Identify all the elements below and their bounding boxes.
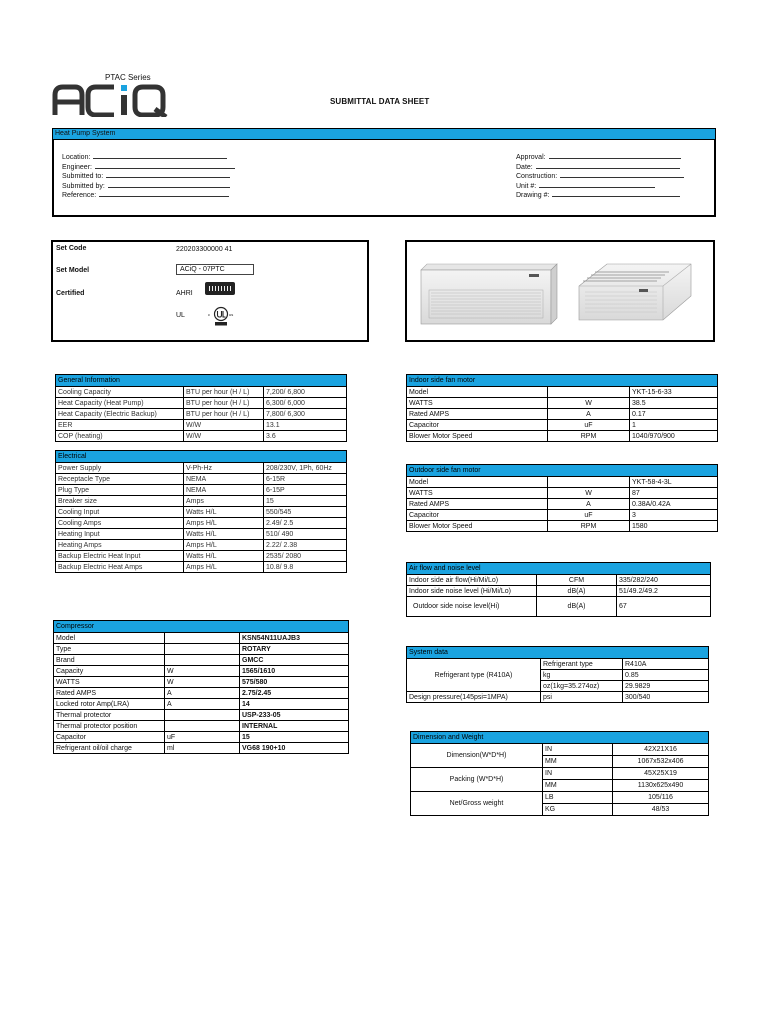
table-row: Dimension(W*D*H) IN 42X21X16 — [411, 744, 709, 756]
table-row: Capacity W 1565/1610 — [54, 666, 349, 677]
design-pressure-label: Design pressure(145psi=1MPA) — [407, 692, 541, 703]
set-code-value: 220203300000 41 — [176, 246, 233, 253]
ptac-front-image — [421, 264, 557, 324]
table-row: Thermal protector position INTERNAL — [54, 721, 349, 732]
outdoor-motor-header: Outdoor side fan motor — [407, 465, 718, 477]
table-row: KG 48/53 — [411, 804, 709, 816]
set-info-box — [51, 240, 369, 342]
indoor-fan-motor-table — [406, 374, 718, 442]
table-row: Brand GMCC — [54, 655, 349, 666]
ahri-label: AHRI — [176, 290, 193, 297]
product-images-box — [405, 240, 715, 342]
compressor-header: Compressor — [54, 621, 349, 633]
table-row: Heating Input Watts H/L 510/ 490 — [56, 529, 347, 540]
table-row: Net/Gross weight LB 105/116 — [411, 792, 709, 804]
certified-label: Certified — [56, 290, 85, 297]
table-row: Capacitor uF 15 — [54, 732, 349, 743]
table-row: oz(1kg=35.274oz) 29.9829 — [407, 681, 709, 692]
engineer-field[interactable]: Engineer: — [62, 162, 235, 173]
table-row: Refrigerant type (R410A) Refrigerant type R410A — [407, 659, 709, 670]
table-row: Outdoor side noise level(Hi) dB(A) 67 — [407, 597, 711, 617]
table-row: Heat Capacity (Electric Backup) BTU per hour (H / L) 7,800/ 6,300 — [56, 409, 347, 420]
system-data-header: System data — [407, 647, 709, 659]
table-row: Indoor side noise level (Hi/Mi/Lo) dB(A) 51/49.2/49.2 — [407, 586, 711, 597]
table-row: Locked rotor Amp(LRA) A 14 — [54, 699, 349, 710]
table-row: Backup Electric Heat Amps Amps H/L 10.8/ 9.8 — [56, 562, 347, 573]
table-row: Capacitor uF 1 — [407, 420, 718, 431]
table-row: Design pressure(145psi=1MPA) psi 300/540 — [407, 692, 709, 703]
table-row: Backup Electric Heat Input Watts H/L 2535/ 2080 — [56, 551, 347, 562]
location-field[interactable]: Location: — [62, 152, 227, 163]
table-row: Cooling Input Watts H/L 550/545 — [56, 507, 347, 518]
table-row: WATTS W 38.5 — [407, 398, 718, 409]
table-row: Power Supply V-Ph-Hz 208/230V, 1Ph, 60Hz — [56, 463, 347, 474]
airflow-noise-table — [406, 562, 711, 617]
table-row: Cooling Capacity BTU per hour (H / L) 7,200/ 6,800 — [56, 387, 347, 398]
set-model-label: Set Model — [56, 267, 90, 274]
ul-label: UL — [176, 312, 185, 319]
table-row: Plug Type NEMA 6-15P — [56, 485, 347, 496]
table-row: Blower Motor Speed RPM 1040/970/900 — [407, 431, 718, 442]
table-row: Rated AMPS A 0.38A/0.42A — [407, 499, 718, 510]
project-info-box — [52, 139, 716, 217]
aciq-logo — [52, 83, 170, 117]
electrical-header: Electrical — [56, 451, 347, 463]
unit-number-field[interactable]: Unit #: — [516, 181, 655, 192]
table-row: Type ROTARY — [54, 644, 349, 655]
table-row: Breaker size Amps 15 — [56, 496, 347, 507]
outdoor-fan-motor-table — [406, 464, 718, 532]
table-row: Refrigerant oil/oil charge ml VG68 190+10 — [54, 743, 349, 754]
indoor-motor-header: Indoor side fan motor — [407, 375, 718, 387]
table-row: Model YKT-15-6-33 — [407, 387, 718, 398]
dimension-header: Dimension and Weight — [411, 732, 709, 744]
ul-listed-logo — [206, 306, 236, 326]
general-info-header: General Information — [56, 375, 347, 387]
dimension-weight-table — [410, 731, 709, 816]
approval-field[interactable]: Approval: — [516, 152, 681, 163]
submitted-by-field[interactable]: Submitted by: — [62, 181, 230, 192]
drawing-number-field[interactable]: Drawing #: — [516, 190, 680, 201]
series-label: PTAC Series — [105, 73, 151, 82]
table-row: Capacitor uF 3 — [407, 510, 718, 521]
table-row: WATTS W 575/580 — [54, 677, 349, 688]
set-model-value: ACiQ - 07PTC — [176, 264, 254, 275]
table-row: Cooling Amps Amps H/L 2.49/ 2.5 — [56, 518, 347, 529]
table-row: MM 1067x532x406 — [411, 756, 709, 768]
compressor-table — [53, 620, 349, 754]
table-row: Packing (W*D*H) IN 45X25X19 — [411, 768, 709, 780]
table-row: Heat Capacity (Heat Pump) BTU per hour (H / L) 6,300/ 6,000 — [56, 398, 347, 409]
system-data-table — [406, 646, 709, 703]
construction-field[interactable]: Construction: — [516, 171, 684, 182]
table-row: Rated AMPS A 0.17 — [407, 409, 718, 420]
set-code-label: Set Code — [56, 245, 87, 252]
table-row: Receptacle Type NEMA 6-15R — [56, 474, 347, 485]
submitted-to-field[interactable]: Submitted to: — [62, 171, 230, 182]
table-row: EER W/W 13.1 — [56, 420, 347, 431]
general-electrical-table — [55, 374, 347, 573]
table-row: Indoor side air flow(Hi/Mi/Lo) CFM 335/282/240 — [407, 575, 711, 586]
date-field[interactable]: Date: — [516, 162, 680, 173]
table-row: Heating Amps Amps H/L 2.22/ 2.38 — [56, 540, 347, 551]
table-row: Model KSN54N11UAJB3 — [54, 633, 349, 644]
ptac-unit-images — [407, 242, 713, 340]
airflow-header: Air flow and noise level — [407, 563, 711, 575]
svg-text:c: c — [208, 312, 210, 317]
svg-text:us: us — [229, 312, 234, 317]
table-row: Thermal protector USP-233-05 — [54, 710, 349, 721]
table-row: WATTS W 87 — [407, 488, 718, 499]
table-row: MM 1130x625x490 — [411, 780, 709, 792]
table-row: kg 0.85 — [407, 670, 709, 681]
refrigerant-type-label: Refrigerant type (R410A) — [407, 659, 541, 692]
table-row: COP (heating) W/W 3.6 — [56, 431, 347, 442]
reference-field[interactable]: Reference: — [62, 190, 229, 201]
table-row: Rated AMPS A 2.75/2.45 — [54, 688, 349, 699]
table-row: Blower Motor Speed RPM 1580 — [407, 521, 718, 532]
ptac-rear-image — [579, 264, 691, 320]
ahri-certified-logo — [205, 282, 235, 295]
document-title: SUBMITTAL DATA SHEET — [330, 97, 430, 106]
project-section-header: Heat Pump System — [52, 128, 716, 140]
table-row: Model YKT-58-4-3L — [407, 477, 718, 488]
